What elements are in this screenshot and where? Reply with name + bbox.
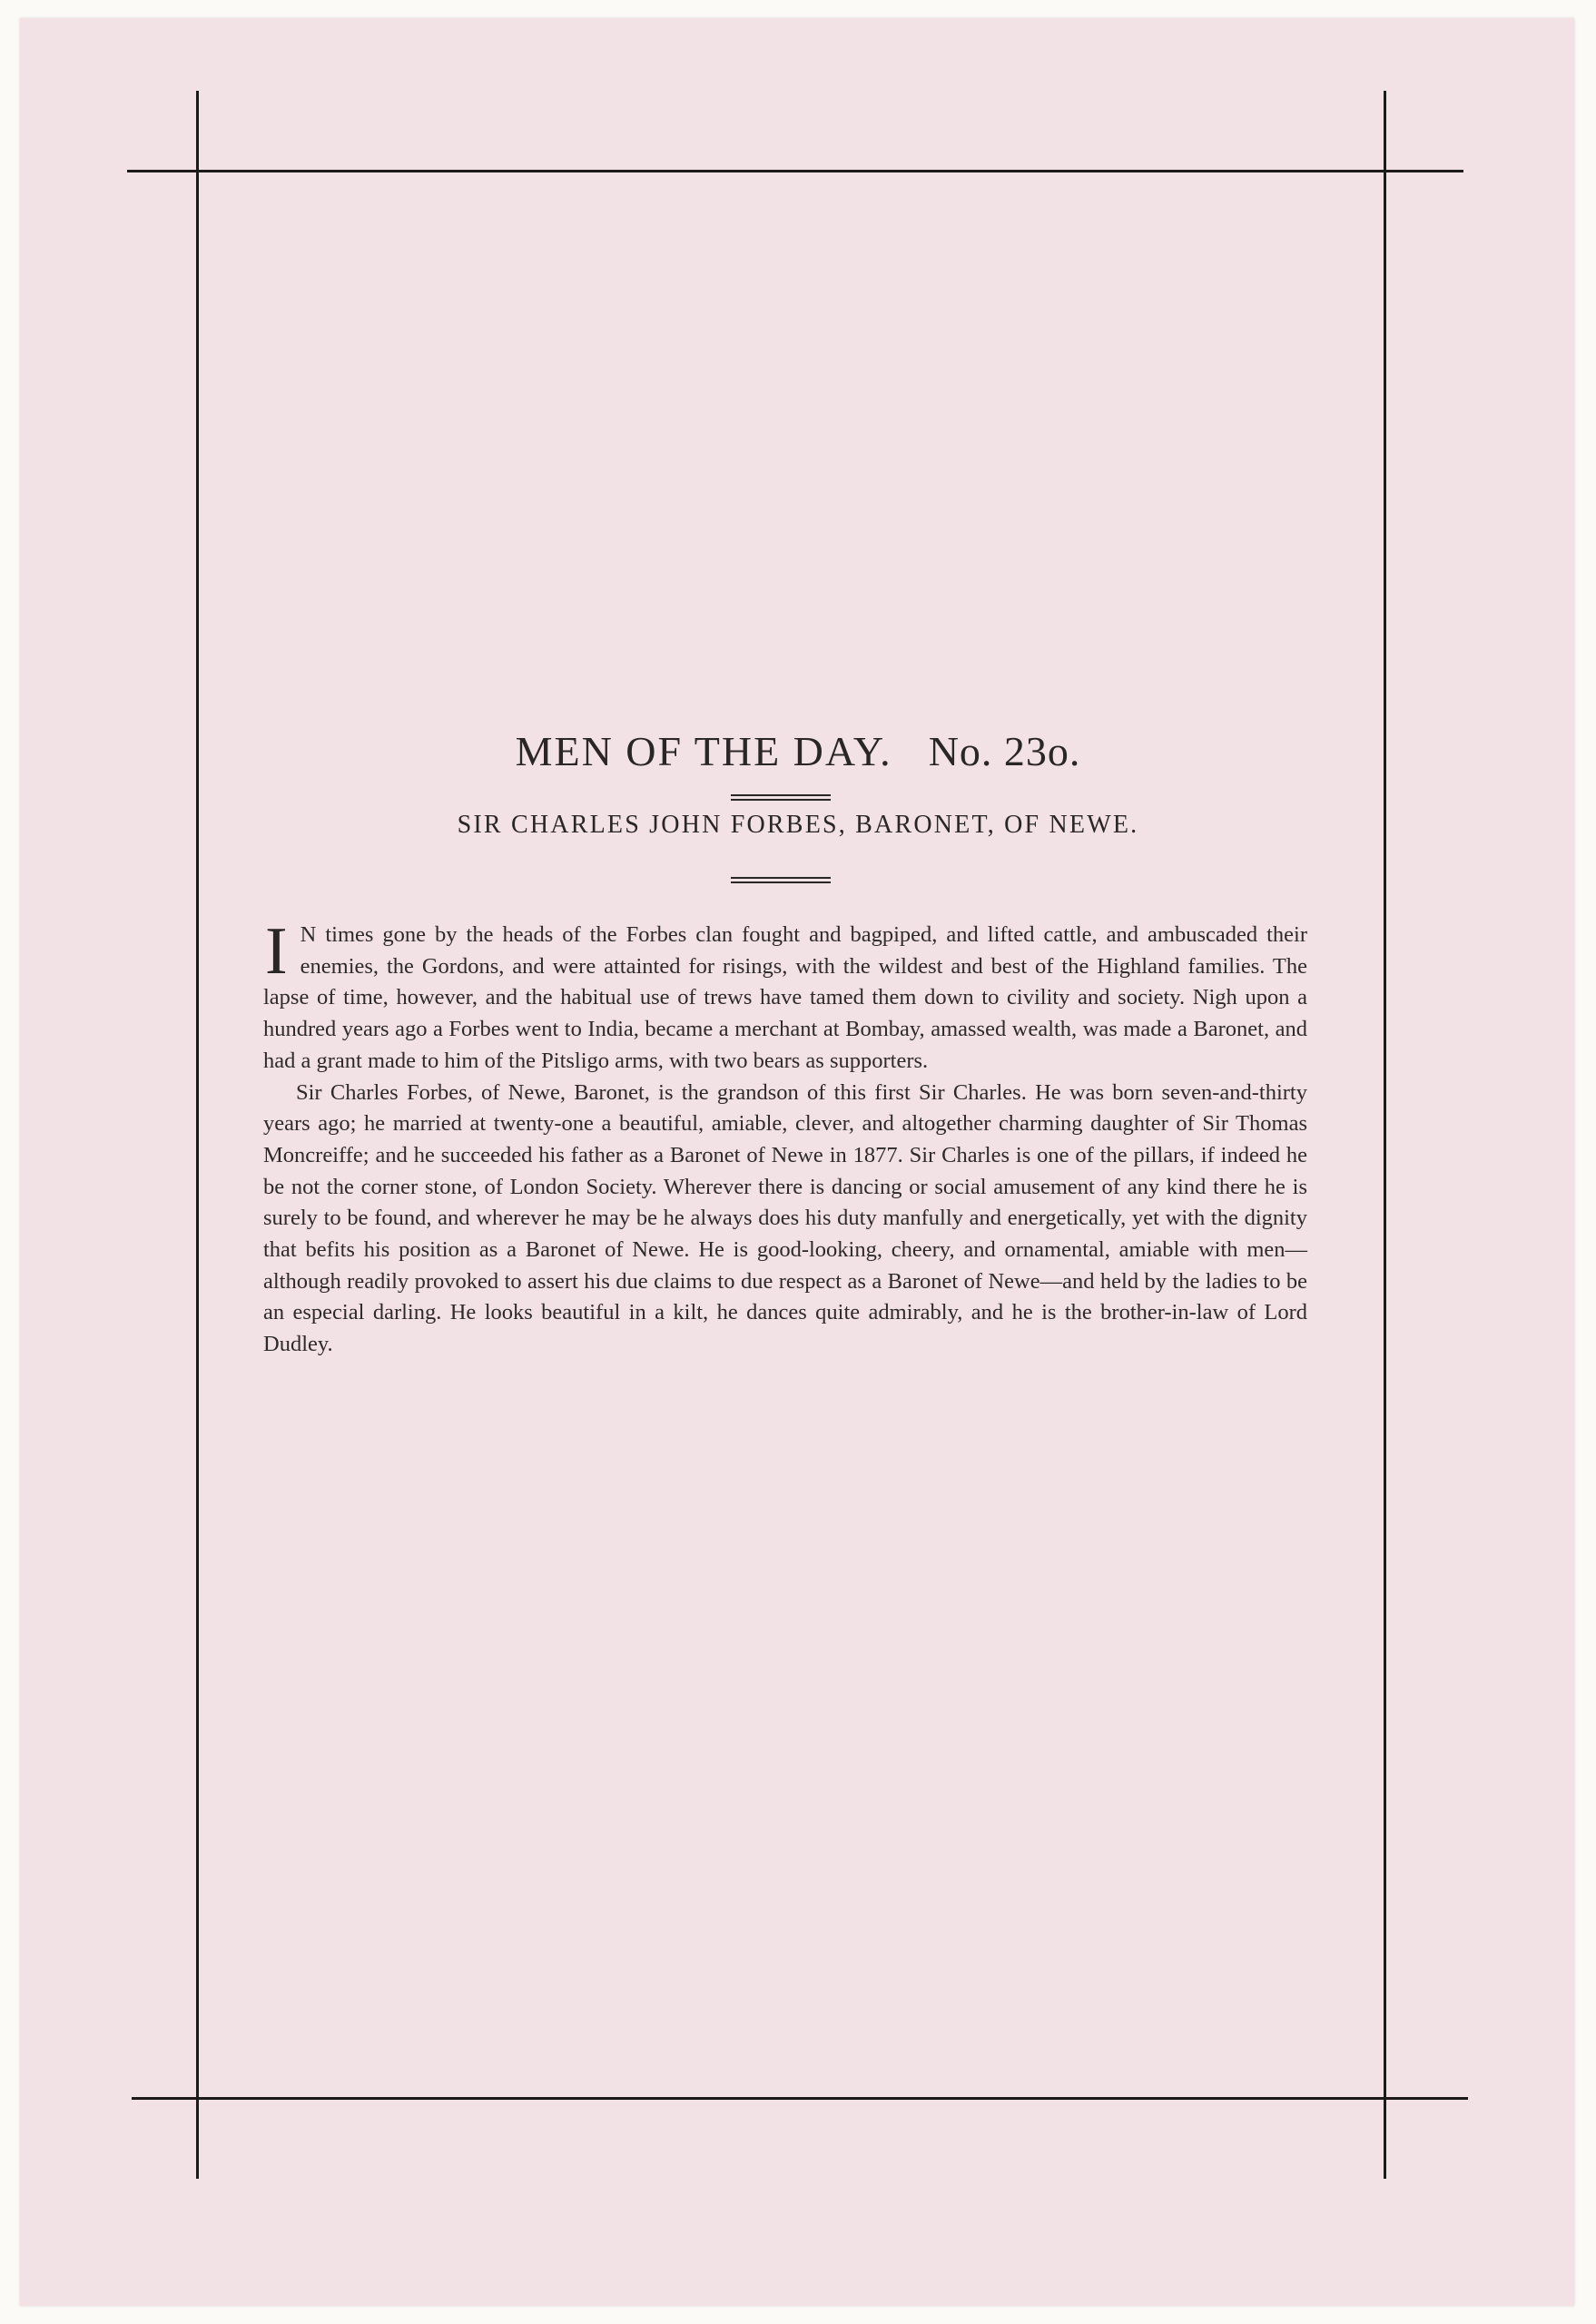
frame-top-rule	[127, 170, 1463, 172]
divider-top	[731, 794, 831, 801]
article-subtitle: SIR CHARLES JOHN FORBES, BARONET, OF NEWE.	[457, 811, 1139, 839]
article-body	[263, 914, 1307, 1361]
divider-bottom	[731, 877, 831, 883]
frame-right-rule	[1384, 91, 1386, 2179]
paragraph-2: Sir Charles Forbes, of Newe, Baronet, is the grandson of this first Sir Charles. He was born seven-and-thirty years ago; he married at twenty-one a beautiful, amiable, clever, and altogether charming daughter of Sir Thomas Moncreiffe; and he succeeded his father as a Baronet of Newe in 1877. Sir Charles is one of the pillars, if indeed he be not the corner stone, of London Society. Wherever there is dancing or social amusement of any kind there he is surely to be found, and wherever he may be he always does his duty manfully and energetically, yet with the dignity that befits his position as a Baronet of Newe. He is good-looking, cheery, and ornamental, amiable with men—although readily provoked to assert his due claims to due respect as a Baronet of Newe—and held by the ladies to be an especial darling. He looks beautiful in a kilt, he dances quite admirably, and he is the brother-in-law of Lord Dudley.	[263, 1079, 1307, 1357]
frame-left-rule	[196, 91, 199, 2179]
paragraph-1-text: N times gone by the heads of the Forbes clan fought and bagpiped, and lifted cattle, and ambuscaded their enemies, the Gordons, and were attainted for risings, with the wildest and best of the Highland families. The lapse of time, however, and the habitual use of trews have tamed them down to civility and society. Nigh upon a hundred years ago a Forbes went to India, became a merchant at Bombay, amassed wealth, was made a Baronet, and had a grant made to him of the Pitsligo arms, with two bears as supporters.	[263, 922, 1307, 1073]
page-heading	[0, 727, 1596, 775]
heading-number: No. 23o.	[928, 727, 1081, 774]
frame-bottom-rule	[132, 2097, 1468, 2100]
paragraph-1	[263, 914, 1307, 1078]
heading-title: MEN OF THE DAY.	[515, 727, 892, 774]
drop-cap: I	[265, 914, 288, 989]
